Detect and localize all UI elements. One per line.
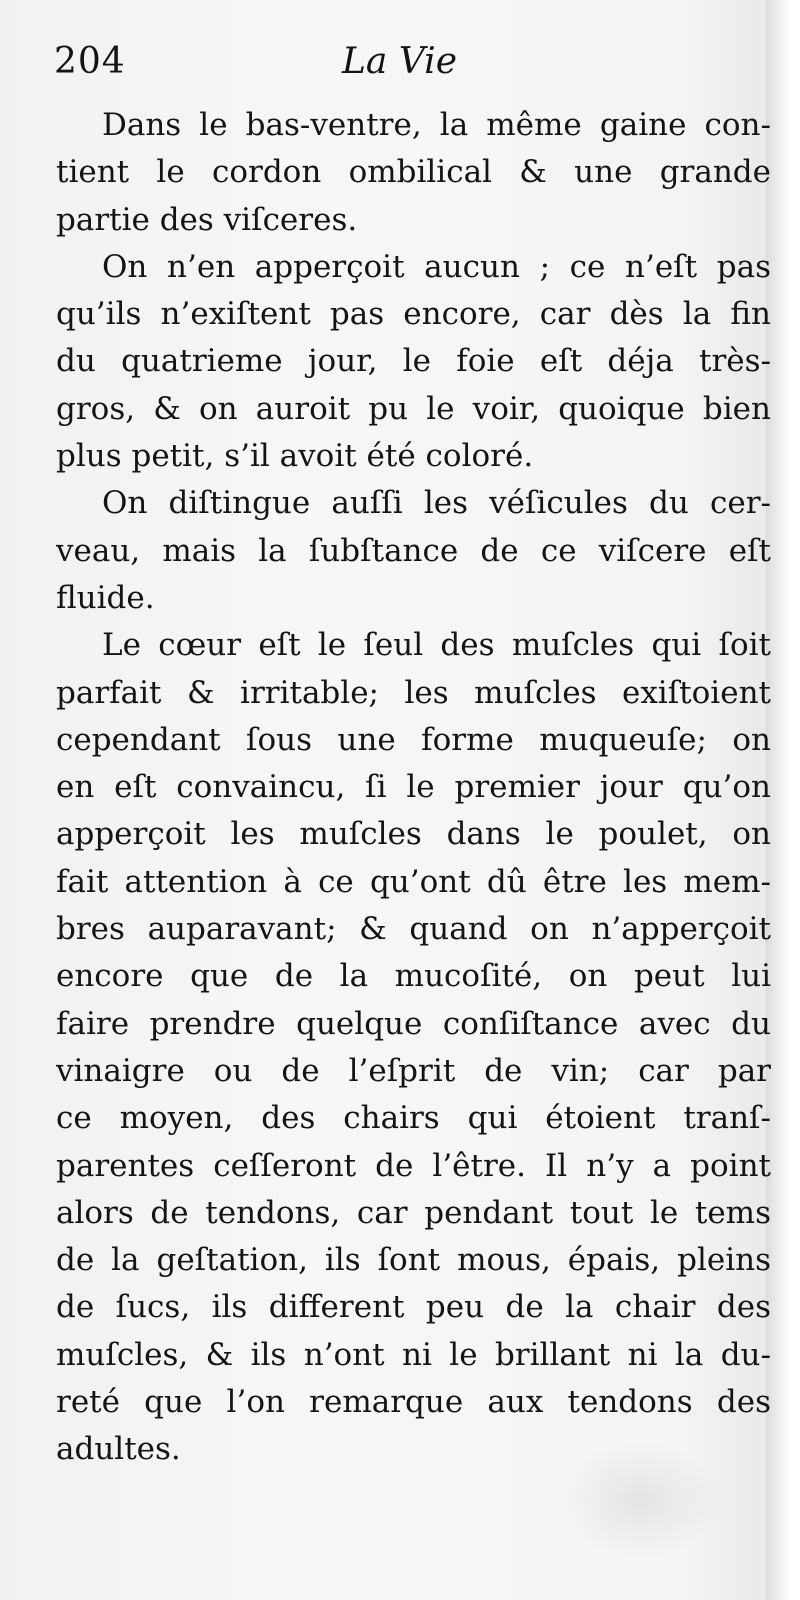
text-line: Dans le bas-ventre, la même gaine con-: [102, 107, 771, 143]
text-line: reté que l’on remarque aux tendons des: [56, 1384, 771, 1421]
text-line: vinaigre ou de l’eſprit de vin; car par: [56, 1052, 771, 1089]
text-line: ce moyen, des chairs qui étoient tranſ-: [56, 1100, 771, 1137]
text-line: alors de tendons, car pendant tout le tems: [56, 1194, 771, 1231]
text-line: en eſt convaincu, ſi le premier jour qu’on: [56, 769, 771, 806]
text-line: On n’en apperçoit aucun ; ce n’eſt pas: [102, 248, 771, 285]
text-line: adultes.: [56, 1431, 181, 1468]
text-line: qu’ils n’exiſtent pas encore, car dès la fin: [56, 296, 771, 333]
paragraph-2: [56, 244, 771, 480]
text-line: bres auparavant; & quand on n’apperçoit: [56, 911, 771, 948]
text-line: Le cœur eſt le ſeul des muſcles qui ſoit: [102, 627, 771, 664]
text-line: fluide.: [56, 579, 155, 616]
page-number: 204: [54, 41, 126, 82]
text-line: plus petit, s’il avoit été coloré.: [56, 438, 534, 475]
text-line: parentes ceſſeront de l’être. Il n’y a point: [56, 1147, 771, 1184]
text-line: encore que de la mucoſité, on peut lui: [56, 958, 771, 995]
running-head: La Vie: [342, 41, 457, 82]
paragraph-4: [56, 622, 771, 1473]
text-line: parfait & irritable; les muſcles exiſtoient: [56, 674, 771, 711]
text-line: de la geſtation, ils ſont mous, épais, pleins: [56, 1242, 771, 1279]
text-line: fait attention à ce qu’ont dû être les mem-: [56, 863, 771, 900]
text-column: [56, 102, 771, 1474]
paragraph-1: [56, 102, 771, 244]
text-line: partie des viſceres.: [56, 201, 358, 238]
paragraph-3: [56, 480, 771, 622]
text-line: apperçoit les muſcles dans le poulet, on: [56, 816, 771, 853]
text-line: faire prendre quelque conſiſtance avec du: [56, 1005, 771, 1042]
text-line: de ſucs, ils different peu de la chair des: [56, 1289, 771, 1326]
text-line: gros, & on auroit pu le voir, quoique bien: [56, 390, 771, 427]
text-line: du quatrieme jour, le foie eſt déja très-: [56, 343, 771, 380]
text-line: On diſtingue auſſi les véſicules du cer-: [102, 485, 771, 522]
page-fold-shadow: [766, 0, 800, 1600]
text-line: muſcles, & ils n’ont ni le brillant ni la du-: [56, 1336, 771, 1373]
text-line: tient le cordon ombilical & une grande: [56, 154, 771, 191]
text-line: cependant ſous une forme muqueuſe; on: [56, 721, 771, 758]
text-line: veau, mais la ſubſtance de ce viſcere eſt: [56, 532, 771, 569]
